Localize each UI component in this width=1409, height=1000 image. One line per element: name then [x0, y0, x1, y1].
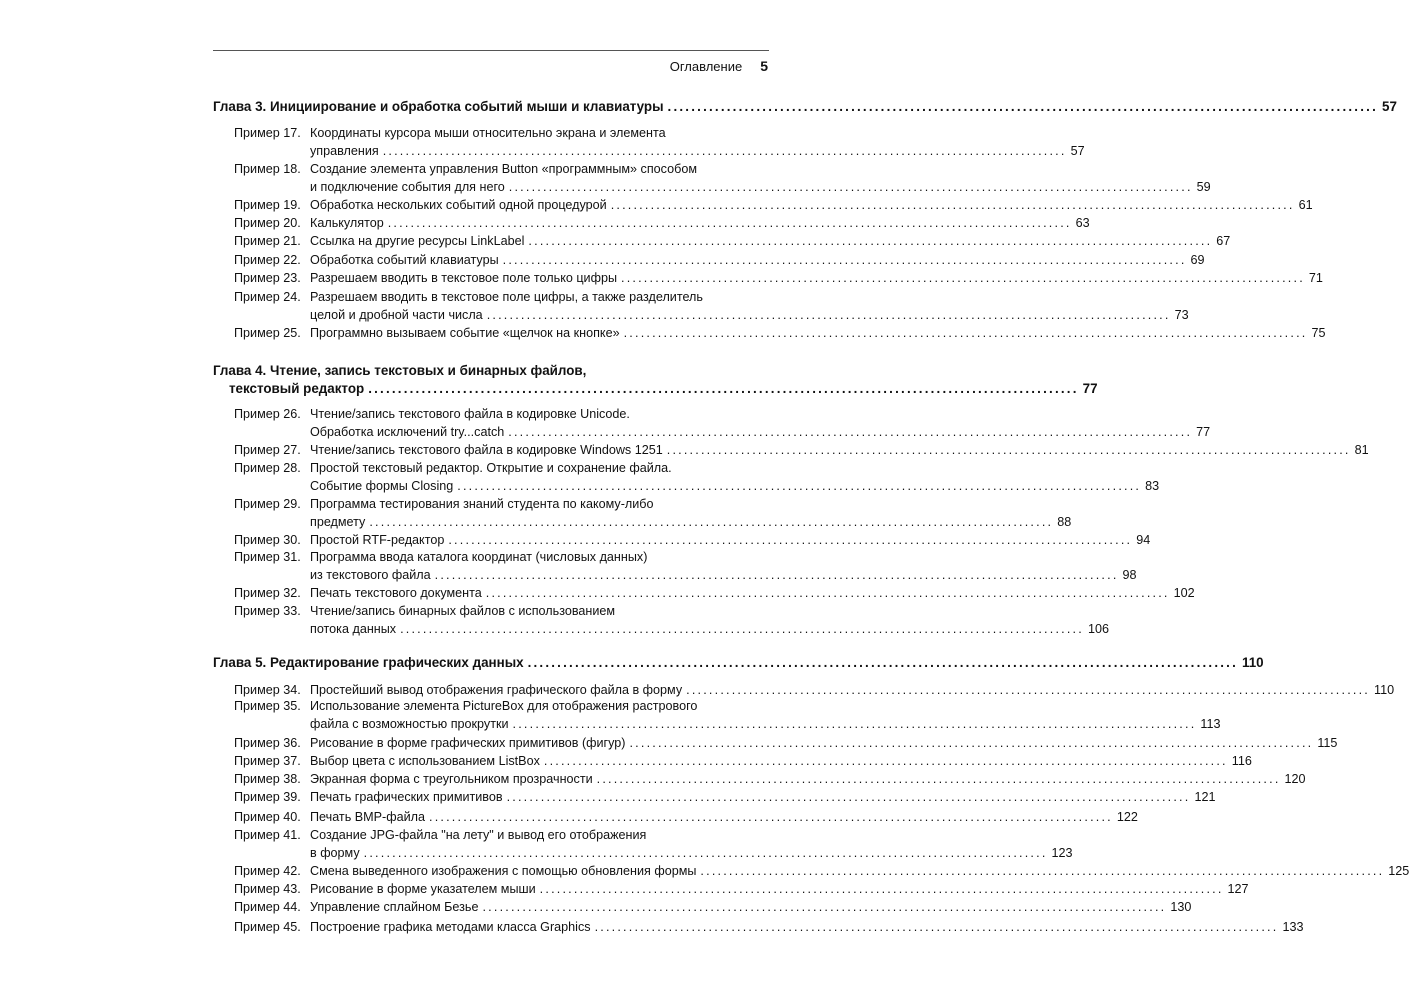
dot-leader: ........................................................................................................................ [448, 533, 1133, 547]
toc-page-number: 110 [1374, 683, 1395, 697]
toc-entry-line [310, 214, 1090, 232]
toc-entry-title: и подключение события для него [310, 180, 505, 194]
toc-page-number: 73 [1174, 308, 1189, 322]
header-rule [213, 50, 769, 51]
toc-entry-line [310, 251, 1205, 269]
toc-entry-title: Обработка нескольких событий одной процедурой [310, 198, 607, 212]
dot-leader: ........................................................................................................................ [508, 180, 1193, 194]
toc-page-number: 61 [1298, 198, 1313, 212]
dot-leader: ........................................................................................................................ [621, 271, 1305, 285]
dot-leader: ........................................................................................................................ [485, 586, 1170, 600]
toc-entry-title: Программа тестирования знаний студента по какому-либо [310, 497, 654, 511]
toc-entry-title: Простой RTF-редактор [310, 533, 445, 547]
toc-page-number: 59 [1196, 180, 1211, 194]
toc-page-number: 127 [1227, 882, 1249, 896]
toc-example-label: Пример 20. [234, 216, 301, 230]
toc-entry-title: Событие формы Closing [310, 479, 454, 493]
dot-leader: ........................................................................................................................ [667, 99, 1378, 114]
toc-entry-line [310, 513, 1072, 531]
toc-example-label: Пример 44. [234, 900, 301, 914]
toc-entry-line [310, 306, 1189, 324]
toc-entry-title: Печать текстового документа [310, 586, 482, 600]
toc-entry-title: Разрешаем вводить в текстовое поле цифры, а также разделитель [310, 290, 703, 304]
dot-leader: ........................................................................................................................ [429, 810, 1113, 824]
toc-entry-line [310, 477, 1160, 495]
dot-leader: ........................................................................................................................ [686, 683, 1370, 697]
toc-entry-line [310, 142, 1085, 160]
toc-page-number: 67 [1216, 234, 1231, 248]
toc-example-label: Пример 38. [234, 772, 301, 786]
toc-entry-title: Программно вызываем событие «щелчок на кнопке» [310, 326, 620, 340]
dot-leader: ........................................................................................................................ [543, 754, 1228, 768]
toc-entry-title: Глава 5. Редактирование графических данных [213, 655, 524, 670]
toc-example-label: Пример 45. [234, 920, 301, 934]
toc-page-number: 63 [1075, 216, 1090, 230]
toc-page-number: 121 [1194, 790, 1216, 804]
toc-entry-title: файла с возможностью прокрутки [310, 717, 509, 731]
toc-entry-title: Печать графических примитивов [310, 790, 503, 804]
toc-entry-line [310, 602, 768, 620]
toc-entry-line [310, 734, 1338, 752]
toc-example-label: Пример 21. [234, 234, 301, 248]
toc-entry-title: Программа ввода каталога координат (числовых данных) [310, 550, 648, 564]
toc-example-label: Пример 17. [234, 126, 301, 140]
toc-page-number: 81 [1354, 443, 1369, 457]
toc-page-number: 116 [1231, 754, 1252, 768]
toc-page-number: 106 [1087, 622, 1109, 636]
toc-entry-title: Рисование в форме указателем мыши [310, 882, 536, 896]
toc-page-number: 75 [1311, 326, 1326, 340]
toc-entry-line [310, 752, 1252, 770]
toc-page-number: 57 [1382, 99, 1397, 114]
toc-entry-line [310, 826, 768, 844]
toc-entry-line [310, 844, 1073, 862]
toc-example-label: Пример 23. [234, 271, 301, 285]
toc-page-number: 113 [1200, 717, 1221, 731]
toc-example-label: Пример 41. [234, 828, 301, 842]
toc-entry-title: Выбор цвета с использованием ListBox [310, 754, 540, 768]
dot-leader: ........................................................................................................................ [594, 920, 1279, 934]
toc-example-label: Пример 19. [234, 198, 301, 212]
toc-entry-line [310, 178, 1211, 196]
toc-entry-line [310, 862, 1409, 880]
toc-entry-line [310, 269, 1323, 287]
dot-leader: ........................................................................................................................ [512, 717, 1197, 731]
toc-example-label: Пример 40. [234, 810, 301, 824]
dot-leader: ........................................................................................................................ [629, 736, 1314, 750]
toc-entry-line [213, 362, 768, 380]
toc-entry-title: Простейший вывод отображения графического файла в форму [310, 683, 683, 697]
toc-example-label: Пример 24. [234, 290, 301, 304]
toc-entry-title: Разрешаем вводить в текстовое поле только цифры [310, 271, 618, 285]
toc-example-label: Пример 25. [234, 326, 301, 340]
toc-page-number: 120 [1284, 772, 1306, 786]
toc-example-label: Пример 32. [234, 586, 301, 600]
toc-page-number: 98 [1122, 568, 1137, 582]
toc-entry-title: Рисование в форме графических примитивов (фигур) [310, 736, 626, 750]
running-head-title: Оглавление [669, 59, 743, 74]
toc-example-label: Пример 34. [234, 683, 301, 697]
toc-page-number: 110 [1242, 655, 1264, 670]
toc-page-number: 122 [1116, 810, 1138, 824]
toc-page-number: 102 [1173, 586, 1195, 600]
dot-leader: ........................................................................................................................ [382, 144, 1067, 158]
dot-leader: ........................................................................................................................ [457, 479, 1142, 493]
toc-entry-title: Чтение/запись текстового файла в кодировке Unicode. [310, 407, 630, 421]
toc-entry-title: Создание элемента управления Button «программным» способом [310, 162, 697, 176]
page-number: 5 [760, 58, 768, 74]
dot-leader: ........................................................................................................................ [508, 425, 1193, 439]
toc-entry-title: Обработка исключений try...catch [310, 425, 505, 439]
toc-entry-line [310, 566, 1137, 584]
toc-example-label: Пример 42. [234, 864, 301, 878]
toc-entry-line [310, 124, 768, 142]
toc-entry-line [310, 808, 1138, 826]
toc-entry-title: потока данных [310, 622, 397, 636]
toc-example-label: Пример 33. [234, 604, 301, 618]
toc-entry-title: Печать BMP-файла [310, 810, 425, 824]
running-head [670, 58, 768, 74]
toc-entry-line [310, 405, 768, 423]
toc-entry-line [310, 548, 768, 566]
toc-page-number: 88 [1057, 515, 1072, 529]
toc-page-number: 94 [1136, 533, 1151, 547]
toc-entry-line [310, 697, 768, 715]
toc-entry-line [310, 196, 1313, 214]
toc-entry-title: Калькулятор [310, 216, 384, 230]
toc-example-label: Пример 31. [234, 550, 301, 564]
toc-entry-line [213, 98, 1397, 116]
toc-entry-title: Координаты курсора мыши относительно экрана и элемента [310, 126, 666, 140]
toc-entry-title: Построение графика методами класса Graphics [310, 920, 591, 934]
toc-page-number: 69 [1190, 253, 1205, 267]
toc-entry-line [229, 380, 1098, 398]
dot-leader: ........................................................................................................................ [387, 216, 1072, 230]
toc-entry-line [310, 459, 768, 477]
toc-entry-line [310, 918, 1304, 936]
toc-page-number: 77 [1082, 381, 1098, 396]
toc-entry-title: в форму [310, 846, 360, 860]
dot-leader: ........................................................................................................................ [623, 326, 1308, 340]
toc-example-label: Пример 36. [234, 736, 301, 750]
dot-leader: ........................................................................................................................ [400, 622, 1084, 636]
toc-entry-line [310, 898, 1192, 916]
toc-entry-title: Ссылка на другие ресурсы LinkLabel [310, 234, 525, 248]
toc-example-label: Пример 37. [234, 754, 301, 768]
toc-entry-line [310, 715, 1221, 733]
dot-leader: ........................................................................................................................ [528, 234, 1213, 248]
toc-entry-line [310, 788, 1216, 806]
toc-entry-title: управления [310, 144, 379, 158]
toc-entry-title: Чтение/запись текстового файла в кодировке Windows 1251 [310, 443, 663, 457]
dot-leader: ........................................................................................................................ [434, 568, 1119, 582]
toc-page-number: 77 [1196, 425, 1211, 439]
toc-entry-line [310, 324, 1326, 342]
toc-example-label: Пример 27. [234, 443, 301, 457]
toc-page-number: 115 [1317, 736, 1338, 750]
toc-entry-title: Глава 3. Инициирование и обработка событий мыши и клавиатуры [213, 99, 664, 114]
toc-page-number: 57 [1070, 144, 1085, 158]
dot-leader: ........................................................................................................................ [486, 308, 1171, 322]
toc-entry-title: Глава 4. Чтение, запись текстовых и бинарных файлов, [213, 363, 587, 378]
toc-entry-title: из текстового файла [310, 568, 431, 582]
toc-entry-line [310, 495, 768, 513]
toc-entry-title: Чтение/запись бинарных файлов с использованием [310, 604, 616, 618]
dot-leader: ........................................................................................................................ [596, 772, 1281, 786]
dot-leader: ........................................................................................................................ [369, 515, 1054, 529]
toc-entry-title: Создание JPG-файла "на лету" и вывод его отображения [310, 828, 647, 842]
toc-entry-title: Обработка событий клавиатуры [310, 253, 499, 267]
toc-entry-line [310, 232, 1231, 250]
toc-entry-line [310, 441, 1369, 459]
toc-entry-title: Управление сплайном Безье [310, 900, 479, 914]
toc-example-label: Пример 18. [234, 162, 301, 176]
dot-leader: ........................................................................................................................ [502, 253, 1187, 267]
toc-example-label: Пример 28. [234, 461, 301, 475]
toc-entry-title: целой и дробной части числа [310, 308, 483, 322]
toc-entry-title: текстовый редактор [229, 381, 365, 396]
dot-leader: ........................................................................................................................ [700, 864, 1385, 878]
toc-entry-title: Смена выведенного изображения с помощью обновления формы [310, 864, 697, 878]
dot-leader: ........................................................................................................................ [527, 655, 1239, 670]
dot-leader: ........................................................................................................................ [610, 198, 1295, 212]
dot-leader: ........................................................................................................................ [482, 900, 1167, 914]
toc-example-label: Пример 30. [234, 533, 301, 547]
toc-entry-title: Простой текстовый редактор. Открытие и сохранение файла. [310, 461, 672, 475]
toc-entry-line [213, 654, 1264, 672]
toc-entry-title: Использование элемента PictureBox для отображения растрового [310, 699, 698, 713]
dot-leader: ........................................................................................................................ [506, 790, 1191, 804]
toc-page-number: 123 [1051, 846, 1073, 860]
toc-example-label: Пример 35. [234, 699, 301, 713]
toc-example-label: Пример 22. [234, 253, 301, 267]
toc-page-number: 71 [1308, 271, 1323, 285]
toc-page-number: 130 [1170, 900, 1192, 914]
toc-entry-line [310, 423, 1211, 441]
toc-entry-line [310, 288, 768, 306]
dot-leader: ........................................................................................................................ [666, 443, 1351, 457]
dot-leader: ........................................................................................................................ [363, 846, 1048, 860]
toc-entry-title: Экранная форма с треугольником прозрачности [310, 772, 593, 786]
toc-page-number: 125 [1388, 864, 1409, 878]
toc-page-number: 83 [1145, 479, 1160, 493]
toc-page-number: 133 [1282, 920, 1304, 934]
toc-entry-line [310, 531, 1151, 549]
dot-leader: ........................................................................................................................ [368, 381, 1079, 396]
toc-example-label: Пример 39. [234, 790, 301, 804]
toc-entry-title: предмету [310, 515, 366, 529]
dot-leader: ........................................................................................................................ [539, 882, 1224, 896]
toc-example-label: Пример 26. [234, 407, 301, 421]
toc-example-label: Пример 43. [234, 882, 301, 896]
toc-entry-line [310, 584, 1195, 602]
toc-entry-line [310, 620, 1109, 638]
toc-example-label: Пример 29. [234, 497, 301, 511]
toc-entry-line [310, 880, 1249, 898]
toc-entry-line [310, 770, 1306, 788]
toc-entry-line [310, 160, 768, 178]
